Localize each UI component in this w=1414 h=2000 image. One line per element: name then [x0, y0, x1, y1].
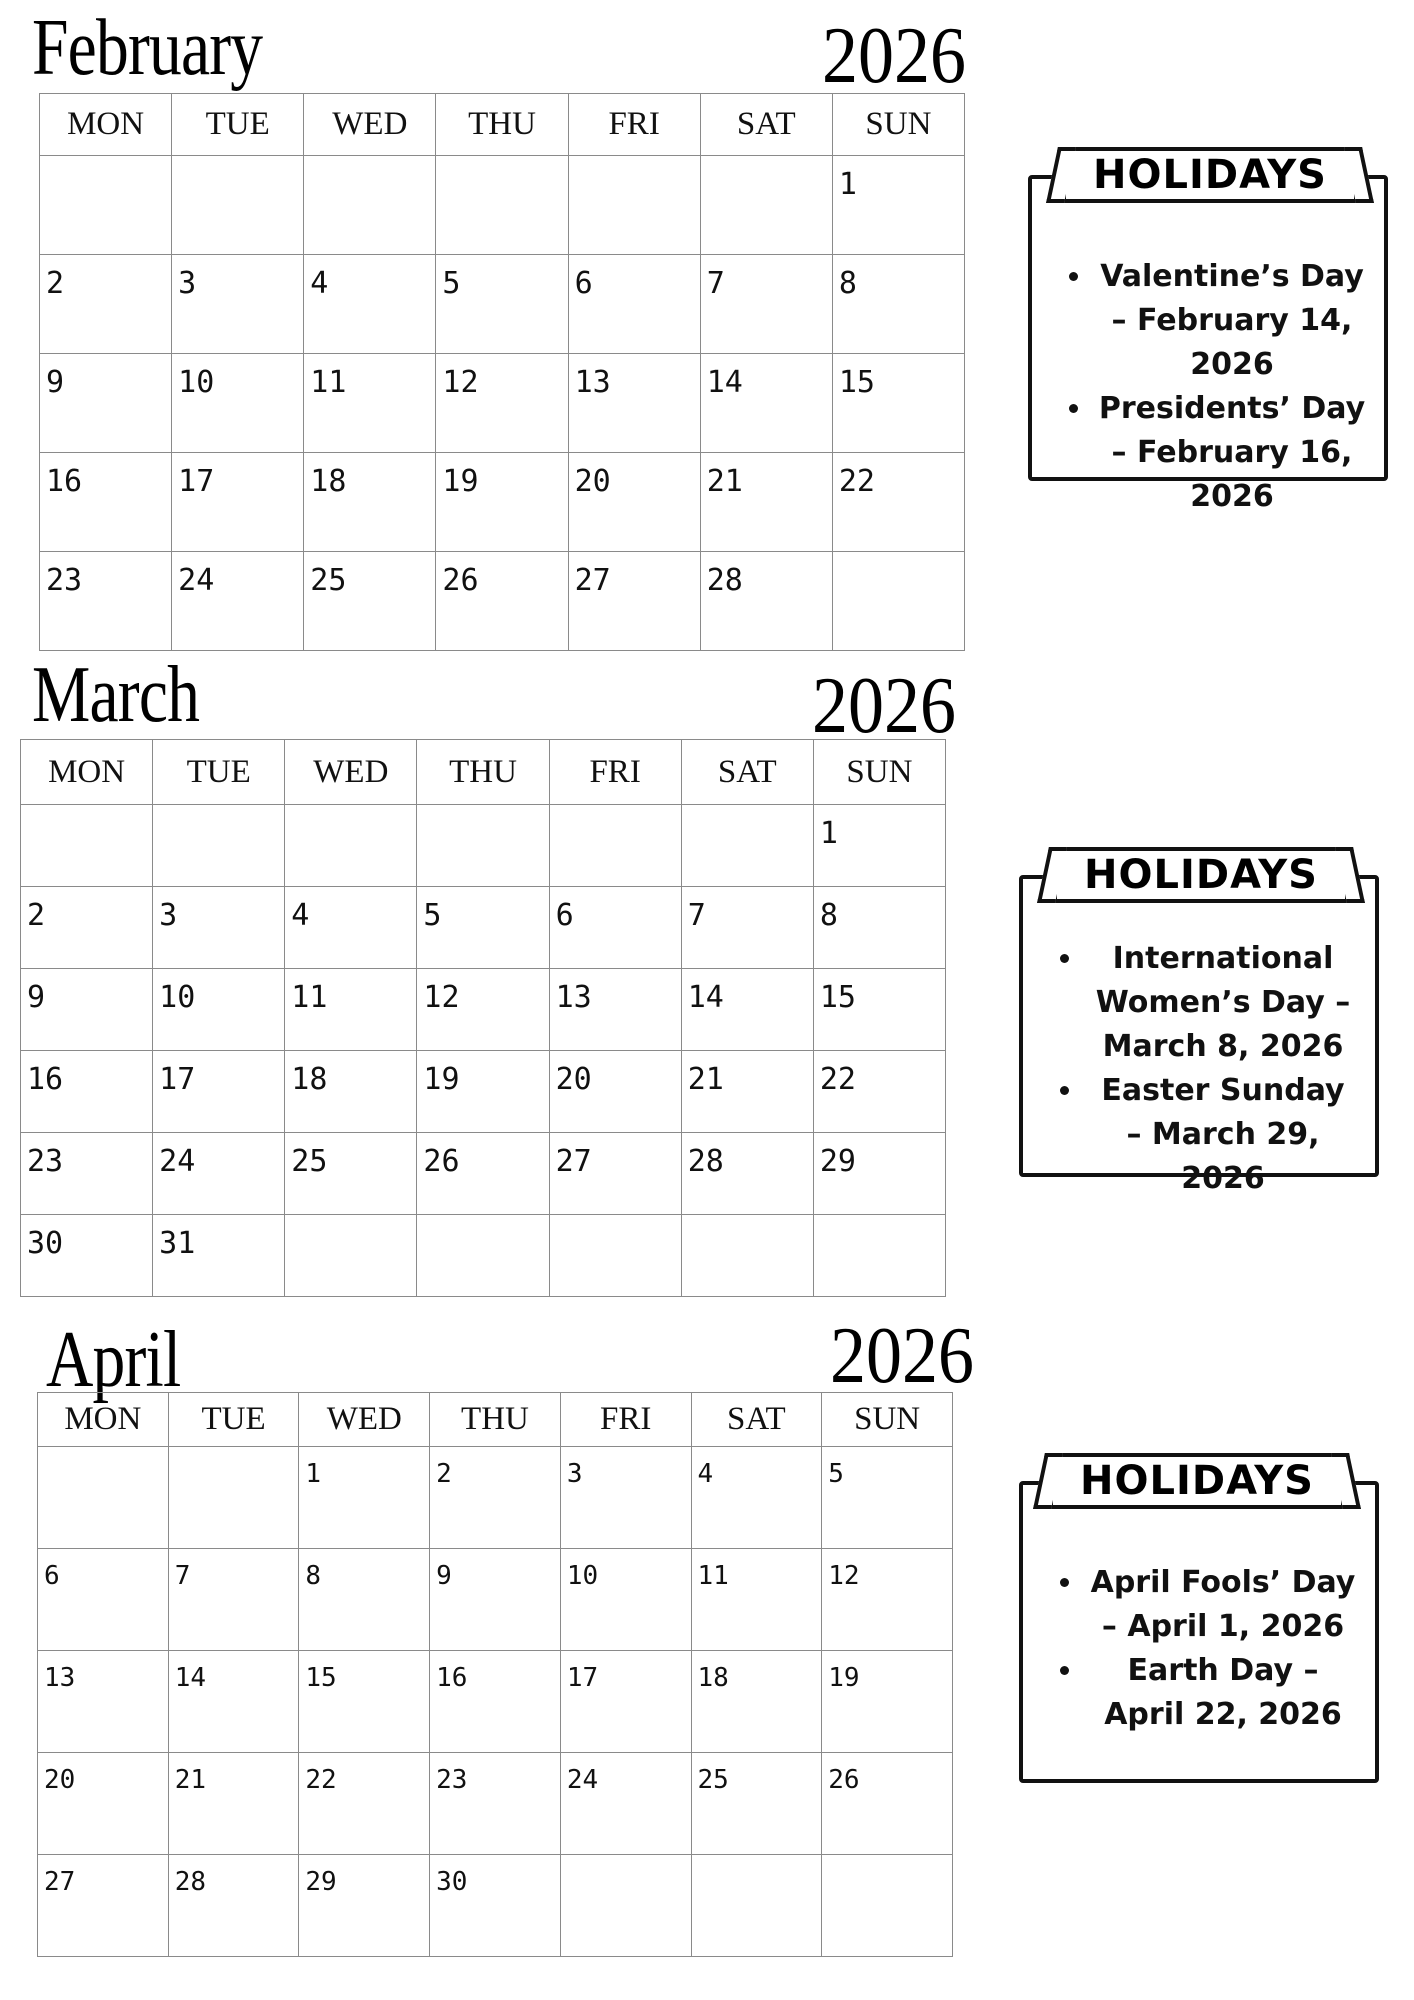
day-cell	[38, 1549, 169, 1651]
weekday-header-sat: SAT	[691, 1393, 822, 1447]
day-cell	[560, 1447, 691, 1549]
weekday-header-fri: FRI	[560, 1393, 691, 1447]
day-number: 9	[27, 980, 46, 1015]
empty-day-cell	[822, 1855, 953, 1957]
day-number: 29	[819, 1144, 856, 1179]
day-number: 15	[305, 1663, 337, 1693]
day-number: 30	[27, 1226, 64, 1261]
day-cell	[299, 1753, 430, 1855]
day-cell	[430, 1753, 561, 1855]
day-number: 2	[46, 266, 65, 301]
day-number: 20	[44, 1765, 76, 1795]
holiday-item: • Presidents’ Day – February 16, 2026	[1094, 387, 1366, 519]
day-number: 22	[305, 1765, 337, 1795]
day-cell	[691, 1549, 822, 1651]
day-cell	[430, 1651, 561, 1753]
weekday-header-thu: THU	[430, 1393, 561, 1447]
day-number: 1	[819, 816, 838, 851]
day-number: 12	[442, 365, 479, 400]
year-label: 2026	[822, 12, 966, 100]
day-number: 4	[310, 266, 329, 301]
day-number: 25	[291, 1144, 328, 1179]
day-number: 10	[566, 1561, 599, 1591]
day-number: 15	[838, 365, 875, 400]
day-cell	[299, 1549, 430, 1651]
day-number: 23	[46, 563, 83, 598]
day-number: 9	[46, 365, 65, 400]
holidays-title: HOLIDAYS	[1080, 1458, 1314, 1504]
day-number: 29	[305, 1867, 337, 1897]
weekday-header-fri: FRI	[568, 94, 700, 156]
day-number: 16	[436, 1663, 468, 1693]
day-number: 21	[174, 1765, 207, 1795]
day-number: 11	[291, 980, 328, 1015]
day-number: 27	[44, 1867, 76, 1897]
day-cell	[168, 1549, 299, 1651]
day-cell	[822, 1753, 953, 1855]
day-number: 19	[442, 464, 479, 499]
day-number: 16	[27, 1062, 64, 1097]
day-cell	[38, 1651, 169, 1753]
day-number: 19	[423, 1062, 460, 1097]
weekday-header-wed: WED	[304, 94, 436, 156]
day-number: 14	[687, 980, 724, 1015]
day-number: 5	[442, 266, 461, 301]
weekday-header-mon: MON	[21, 740, 153, 805]
day-cell	[691, 1447, 822, 1549]
day-cell	[560, 1753, 691, 1855]
empty-day-cell	[691, 1855, 822, 1957]
weekday-header-tue: TUE	[153, 740, 285, 805]
day-number: 21	[687, 1062, 724, 1097]
weekday-header-sun: SUN	[822, 1393, 953, 1447]
day-number: 23	[436, 1765, 468, 1795]
day-number: 5	[828, 1459, 844, 1489]
weekday-header-wed: WED	[285, 740, 417, 805]
day-cell	[38, 1753, 169, 1855]
holiday-list	[1023, 1561, 1375, 1737]
day-number: 15	[819, 980, 856, 1015]
weekday-header-thu: THU	[436, 94, 568, 156]
week-row	[38, 1855, 953, 1957]
day-number: 27	[555, 1144, 592, 1179]
day-number: 16	[46, 464, 83, 499]
day-number: 26	[423, 1144, 460, 1179]
day-number: 28	[687, 1144, 724, 1179]
day-number: 26	[828, 1765, 860, 1795]
day-number: 20	[574, 464, 611, 499]
day-number: 1	[305, 1459, 322, 1489]
weekday-header-fri: FRI	[549, 740, 681, 805]
day-number: 11	[310, 365, 347, 400]
empty-day-cell	[560, 1855, 691, 1957]
day-number: 7	[687, 898, 706, 933]
day-number: 17	[178, 464, 215, 499]
day-number: 25	[310, 563, 347, 598]
day-number: 24	[159, 1144, 196, 1179]
day-number: 6	[555, 898, 574, 933]
empty-day-cell	[168, 1447, 299, 1549]
holiday-item: • April Fools’ Day – April 1, 2026	[1085, 1561, 1357, 1649]
day-number: 5	[423, 898, 442, 933]
day-number: 28	[174, 1867, 207, 1897]
day-number: 12	[828, 1561, 860, 1591]
day-cell	[430, 1447, 561, 1549]
week-row	[38, 1753, 953, 1855]
day-number: 23	[27, 1144, 64, 1179]
weekday-header-sat: SAT	[700, 94, 832, 156]
holiday-item: • International Women’s Day – March 8, 2026	[1085, 937, 1357, 1069]
month-title: March	[32, 651, 200, 739]
day-number: 10	[178, 365, 215, 400]
holidays-banner	[1053, 847, 1349, 903]
day-cell	[299, 1651, 430, 1753]
weekday-header-mon: MON	[38, 1393, 169, 1447]
holidays-title: HOLIDAYS	[1084, 852, 1318, 898]
day-number: 2	[27, 898, 46, 933]
day-cell	[822, 1651, 953, 1753]
day-number: 8	[838, 266, 857, 301]
holiday-item: • Earth Day – April 22, 2026	[1085, 1649, 1357, 1737]
day-cell	[430, 1549, 561, 1651]
day-number: 20	[555, 1062, 592, 1097]
day-number: 25	[697, 1765, 729, 1795]
calendar-grid	[37, 1392, 953, 1957]
holidays-banner	[1062, 147, 1358, 203]
holidays-box	[1019, 1458, 1379, 1783]
day-number: 14	[174, 1663, 207, 1693]
day-number: 1	[838, 167, 857, 202]
weekday-header-thu: THU	[417, 740, 549, 805]
day-number: 10	[159, 980, 196, 1015]
day-number: 22	[838, 464, 875, 499]
day-number: 6	[574, 266, 593, 301]
day-number: 13	[555, 980, 592, 1015]
day-number: 24	[566, 1765, 599, 1795]
day-number: 9	[436, 1561, 452, 1591]
day-number: 17	[566, 1663, 599, 1693]
day-number: 7	[706, 266, 725, 301]
day-number: 13	[44, 1663, 76, 1693]
day-cell	[168, 1651, 299, 1753]
day-number: 30	[436, 1867, 468, 1897]
day-number: 18	[291, 1062, 328, 1097]
day-cell	[430, 1855, 561, 1957]
day-cell	[822, 1549, 953, 1651]
day-number: 27	[574, 563, 611, 598]
day-number: 4	[697, 1459, 714, 1489]
day-number: 18	[697, 1663, 729, 1693]
holidays-banner	[1049, 1453, 1345, 1509]
day-number: 26	[442, 563, 479, 598]
day-number: 3	[178, 266, 197, 301]
day-number: 2	[436, 1459, 452, 1489]
day-cell	[560, 1549, 691, 1651]
holiday-item: • Easter Sunday – March 29, 2026	[1085, 1069, 1357, 1201]
day-cell	[168, 1855, 299, 1957]
month-title: February	[32, 4, 263, 92]
weekday-header-sun: SUN	[813, 740, 945, 805]
day-number: 13	[574, 365, 611, 400]
weekday-header-sat: SAT	[681, 740, 813, 805]
week-row	[38, 1549, 953, 1651]
day-number: 8	[305, 1561, 322, 1591]
week-row	[38, 1447, 953, 1549]
weekday-header-wed: WED	[299, 1393, 430, 1447]
weekday-header-sun: SUN	[832, 94, 964, 156]
day-number: 21	[706, 464, 743, 499]
day-number: 14	[706, 365, 743, 400]
day-number: 28	[706, 563, 743, 598]
day-number: 4	[291, 898, 310, 933]
day-number: 22	[819, 1062, 856, 1097]
day-cell	[691, 1651, 822, 1753]
day-number: 18	[310, 464, 347, 499]
day-number: 6	[44, 1561, 60, 1591]
year-label: 2026	[830, 1312, 974, 1400]
day-cell	[560, 1651, 691, 1753]
month-title: April	[46, 1316, 181, 1404]
day-number: 31	[159, 1226, 196, 1261]
year-label: 2026	[812, 662, 956, 750]
holiday-item: • Valentine’s Day – February 14, 2026	[1094, 255, 1366, 387]
week-row	[38, 1651, 953, 1753]
day-cell	[691, 1753, 822, 1855]
holidays-title: HOLIDAYS	[1093, 152, 1327, 198]
day-number: 17	[159, 1062, 196, 1097]
day-number: 24	[178, 563, 215, 598]
day-cell	[299, 1855, 430, 1957]
day-cell	[299, 1447, 430, 1549]
day-number: 3	[566, 1459, 583, 1489]
weekday-header-tue: TUE	[168, 1393, 299, 1447]
day-number: 3	[159, 898, 178, 933]
day-number: 12	[423, 980, 460, 1015]
weekday-header-mon: MON	[40, 94, 172, 156]
day-number: 7	[174, 1561, 191, 1591]
empty-day-cell	[38, 1447, 169, 1549]
day-cell	[38, 1855, 169, 1957]
day-number: 8	[819, 898, 838, 933]
day-number: 19	[828, 1663, 860, 1693]
weekday-header-tue: TUE	[172, 94, 304, 156]
day-number: 11	[697, 1561, 729, 1591]
day-cell	[168, 1753, 299, 1855]
day-cell	[822, 1447, 953, 1549]
weekday-header-row	[38, 1393, 953, 1447]
